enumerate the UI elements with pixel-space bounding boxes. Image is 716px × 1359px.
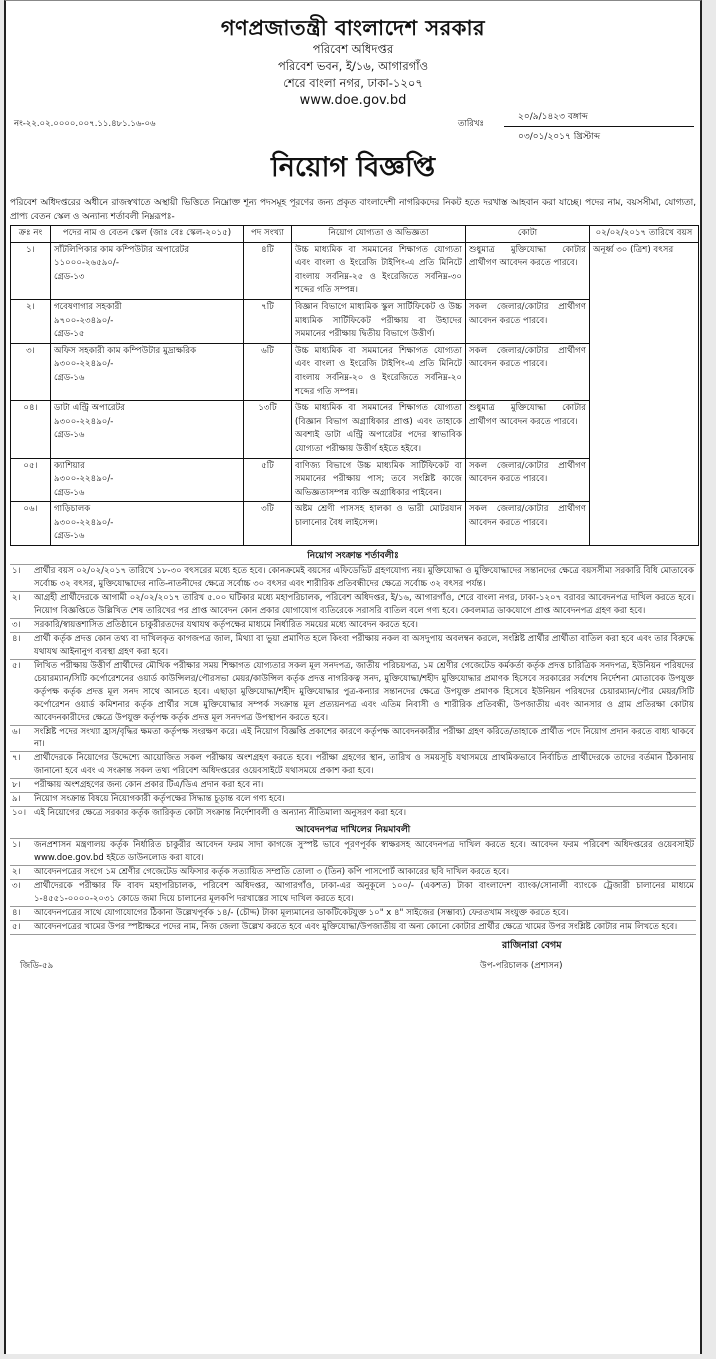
signatory-name: রাজিনারা বেগম <box>502 939 562 951</box>
table-row <box>11 242 699 299</box>
website: www.doe.gov.bd <box>299 93 407 108</box>
pay-scale: ৯৩০০-২২৪৯০/- <box>54 517 114 528</box>
date-bangla: ২০/৯/১৪২৩ বঙ্গাব্দ <box>504 109 694 127</box>
circular-page <box>4 0 702 1354</box>
table-header-row <box>11 226 699 243</box>
pay-grade: গ্রেড-১৩ <box>54 271 85 282</box>
row-serial: ২। <box>11 299 51 343</box>
row-count: ১৩টি <box>244 401 292 458</box>
item-text: আগ্রহী প্রার্থীদেরকে আগামী ০২/০২/২০১৭ তারিখ ৫.০০ ঘটিকার মধ্যে মহাপরিচালক, পরিবেশ অধিদপ্তর, ই/১৬, আগারগাঁও, শেরে বাংলা নগর, ঢাকা-১২০৭ বরাবর আবেদনপত্র দাখিল করতে হবে। নিয়োগ বিজ্ঞপ্তিতে উল্লিখিত শেষ তারিখের পর প্রাপ্ত আবেদন কোন প্রকার যোগাযোগ ব্যতিরেকে সরাসরি বাতিল বলে গণ্য হবে। কেবলমাত্র ডাকযোগে প্রাপ্ত আবেদনপত্র গ্রহণ করা হবে। <box>34 592 694 616</box>
pay-scale: ৯৩০০-২২৪৯০/- <box>54 359 114 370</box>
pay-scale: ১১০০০-২৬৫৯০/- <box>54 258 119 269</box>
signatory-designation: উপ-পরিচালক (প্রশাসন) <box>480 960 563 971</box>
item-number: ৩। <box>12 619 21 630</box>
reference-row <box>10 109 696 145</box>
post-name: গাড়িচালক <box>54 504 91 515</box>
row-post <box>51 401 244 458</box>
item-text: প্রার্থী কর্তৃক প্রদত্ত কোন তথ্য বা দাখিলকৃত কাগজপত্র জাল, মিথ্যা বা ভুয়া প্রমাণিত হলে কিংবা পরীক্ষায় নকল বা অসদুপায় অবলম্বন করলে, সংশ্লিষ্ট প্রার্থীর প্রার্থীতা বাতিল করা হবে এবং তার বিরুদ্ধে যথাযথ আইনানুগ ব্যবস্থা গ্রহণ করা হবে। <box>34 633 694 657</box>
row-serial: ০৪। <box>11 401 51 458</box>
condition-item <box>10 564 696 591</box>
item-text: আবেদনপত্রের সংগে ১ম শ্রেণীর গেজেটেড অফিসার কর্তৃক সত্যায়িত সম্প্রতি তোলা ৩ (তিন) কপি পাসপোর্ট আকারের ছবি দাখিল করতে হবে। <box>34 867 510 878</box>
item-text: আবেদনপত্রের সাথে যোগাযোগের ঠিকানা উল্লেখপূর্বক ১৪/- (চৌদ্দ) টাকা মূল্যমানের ডাকটিকেটযুক্ত ১০" x ৪" সাইজের (সম্ভাব্য) ফেরতখাম সংযুক্ত করতে হবে। <box>34 907 569 918</box>
department-name: পরিবেশ অধিদপ্তর <box>312 42 394 56</box>
row-quota: সকল জেলার/কোটার প্রার্থীগণ আবেদন করতে পারবে। <box>466 502 590 546</box>
age-limit: অনূর্ধ্ব ৩০ (ত্রিশ) বৎসর <box>590 242 699 545</box>
item-number: ৫। <box>12 921 21 932</box>
row-serial: ০৫। <box>11 458 51 502</box>
date-label: তারিখঃ <box>458 119 485 129</box>
condition-item <box>10 659 696 725</box>
condition-item <box>10 632 696 659</box>
row-quota: সকল জেলার/কোটার প্রার্থীগণ আবেদন করতে পারবে। <box>466 299 590 343</box>
condition-item <box>10 806 696 820</box>
row-post <box>51 502 244 546</box>
item-number: ২। <box>12 592 21 603</box>
condition-item <box>10 751 696 778</box>
row-count: ৭টি <box>244 299 292 343</box>
item-number: ২। <box>12 867 21 878</box>
gd-code: জিডি-৫৯ <box>20 960 54 971</box>
item-text: প্রার্থীর বয়স ০২/০২/২০১৭ তারিখে ১৮-৩০ বৎসরের মধ্যে হতে হবে। কোনক্রমেই বয়সের এফিডেভিট গ্রহণযোগ্য নয়। মুক্তিযোদ্ধা ও মুক্তিযোদ্ধাদের সন্তানদের ক্ষেত্রে বয়সসীমা সরকারি বিধি মোতাবেক সর্বোচ্চ ৩২ বৎসর, মুক্তিযোদ্ধাদের নাতি-নাতনীদের ক্ষেত্রে সর্বোচ্চ ৩০ বৎসর এবং শারীরিক প্রতিবন্ধীদের ক্ষেত্রে সর্বোচ্চ ৩২ বৎসর পর্যন্ত। <box>34 566 694 590</box>
condition-item <box>10 618 696 632</box>
post-name: ক্যাশিয়ার <box>54 460 85 471</box>
row-qualification: উচ্চ মাধ্যমিক বা সমমানের শিক্ষাগত যোগ্যতা (বিজ্ঞান বিভাগ অগ্রাধিকার প্রাপ্ত) এবং তাহাকে অবশ্যই ডাটা এন্ট্রি অপারেটর পদের স্বাভাবিক যোগ্যতা পরীক্ষায় উত্তীর্ণ হইতে হইবে। <box>292 401 466 458</box>
pay-grade: গ্রেড-১৫ <box>54 329 85 340</box>
item-text: এই নিয়োগের ক্ষেত্রে সরকার কর্তৃক জারিকৃত কোটা সংক্রান্ত নির্দেশাবলী ও অন্যান্য নীতিমালা অনুসরণ করা হবে। <box>34 808 407 819</box>
government-name: গণপ্রজাতন্ত্রী বাংলাদেশ সরকার <box>220 15 486 40</box>
signature-block <box>10 934 696 979</box>
post-name: সাঁটলিপিকার কাম কম্পিউটার অপারেটর <box>54 244 190 255</box>
row-quota: সকল জেলার/কোটার প্রার্থীগণ আবেদন করতে পারবে। <box>466 458 590 502</box>
row-serial: ৩। <box>11 343 51 400</box>
pay-scale: ৯৩০০-২২৪৯০/- <box>54 416 114 427</box>
item-number: ৫। <box>12 660 21 671</box>
row-count: ৬টি <box>244 343 292 400</box>
pay-grade: গ্রেড-১৬ <box>54 372 85 383</box>
row-qualification: অষ্টম শ্রেণী পাসসহ হালকা ও ভারী মোটরযান চালানোর বৈধ লাইসেন্স। <box>292 502 466 546</box>
posts-table <box>10 225 699 546</box>
address-line-2: শেরে বাংলা নগর, ঢাকা-১২০৭ <box>283 76 423 90</box>
item-number: ৬। <box>12 726 21 737</box>
row-serial: ০৬। <box>11 502 51 546</box>
row-qualification: বাণিজ্য বিভাগে উচ্চ মাধ্যমিক সার্টিফিকেট বা সমমানের পরীক্ষায় পাস; তবে সংশ্লিষ্ট কাজে অভিজ্ঞতাসম্পন্ন ব্যক্তি অগ্রাধিকার পাইবেন। <box>292 458 466 502</box>
rule-item <box>10 906 696 920</box>
header-qualification: নিয়োগ যোগ্যতা ও অভিজ্ঞতা <box>292 226 466 243</box>
row-post <box>51 242 244 299</box>
rules-list <box>10 838 696 934</box>
row-qualification: উচ্চ মাধ্যমিক বা সমমানের শিক্ষাগত যোগ্যতা এবং বাংলা ও ইংরেজি টাইপিং-এ প্রতি মিনিটে বাংলায় সর্বনিম্ন-২৫ ও ইংরেজিতে সর্বনিম্ন-৩০ শব্দের গতি সম্পন্ন। <box>292 242 466 299</box>
item-text: নিয়োগ সংক্রান্ত বিষয়ে নিয়োগকারী কর্তৃপক্ষের সিদ্ধান্ত চূড়ান্ত বলে গণ্য হবে। <box>34 794 285 805</box>
item-number: ৭। <box>12 753 21 764</box>
row-qualification: উচ্চ মাধ্যমিক বা সমমানের শিক্ষাগত যোগ্যতা এবং বাংলা ও ইংরেজি টাইপিং-এ প্রতি মিনিটে বাংলায় সর্বনিম্ন-২০ ও ইংরেজিতে সর্বনিম্ন-২০ শব্দের গতি সম্পন্ন। <box>292 343 466 400</box>
row-post <box>51 458 244 502</box>
post-name: গবেষণাগার সহকারী <box>54 301 122 312</box>
row-quota: শুধুমাত্র মুক্তিযোদ্ধা কোটার প্রার্থীগণ আবেদন করতে পারবে। <box>466 401 590 458</box>
item-text: আবেদনপত্রের খামের উপর স্পষ্টাক্ষরে পদের নাম, নিজ জেলা উল্লেখ করতে হবে এবং মুক্তিযোদ্ধা/উপজাতীয় বা অন্য কোনো কোটার প্রার্থীর ক্ষেত্রে খামের উপর সংশ্লিষ্ট কোটার নাম লিখতে হবে। <box>34 921 678 932</box>
row-quota: সকল জেলার/কোটার প্রার্থীগণ আবেদন করতে পারবে। <box>466 343 590 400</box>
pay-grade: গ্রেড-১৬ <box>54 487 85 498</box>
header-post: পদের নাম ও বেতন স্কেল (জাঃ বেঃ স্কেল-২০১৫) <box>51 226 244 243</box>
pay-grade: গ্রেড-১৬ <box>54 531 85 542</box>
header-quota: কোটা <box>466 226 590 243</box>
item-number: ৮। <box>12 780 21 791</box>
header-count: পদ সংখ্যা <box>244 226 292 243</box>
address-line-1: পরিবেশ ভবন, ই/১৬, আগারগাঁও <box>277 59 429 73</box>
pay-grade: গ্রেড-১৬ <box>54 430 85 441</box>
post-name: অফিস সহকারী কাম কম্পিউটার মুদ্রাক্ষরিক <box>54 345 197 356</box>
item-number: ৯। <box>12 794 21 805</box>
rules-title: আবেদনপত্র দাখিলের নিয়মাবলী <box>295 825 411 836</box>
condition-item <box>10 778 696 792</box>
conditions-list <box>10 564 696 820</box>
item-text: সংশ্লিষ্ট পদের সংখ্যা হ্রাস/বৃদ্ধির ক্ষমতা কর্তৃপক্ষ সংরক্ষণ করে। এই নিয়োগ বিজ্ঞপ্তি প্রকাশের কারণে কর্তৃপক্ষ আবেদনকারীর পরীক্ষা গ্রহণ করিতে/তাহাকে প্রার্থীত পদে নিয়োগ প্রদান করতে বাধ্য থাকবে না। <box>34 726 694 750</box>
row-post <box>51 343 244 400</box>
row-post <box>51 299 244 343</box>
header-serial: ক্রঃ নং <box>11 226 51 243</box>
intro-paragraph: পরিবেশ অধিদপ্তরের অধীনে রাজস্বখাতে অস্থায়ী ভিত্তিতে নিম্নোক্ত শূন্য পদসমূহ পূরণের জন্য প্রকৃত বাংলাদেশী নাগরিকদের নিকট হতে দরখাস্ত আহবান করা যাচ্ছে। পদের নাম, বয়সসীমা, যোগ্যতা, প্রাপ্য বেতন স্কেল ও অন্যান্য শর্তাবলী নিম্নরূপঃ- <box>10 198 696 222</box>
item-number: ১। <box>12 840 21 851</box>
header-age: ০২/০২/২০১৭ তারিখে বয়স <box>590 226 699 243</box>
item-text: প্রার্থীদেরকে নিয়োগের উদ্দেশ্যে আয়োজিত সকল পরীক্ষায় অংশগ্রহণ করতে হবে। পরীক্ষা গ্রহণের স্থান, তারিখ ও সময়সূচি যথাসময়ে প্রাথমিকভাবে নির্বাচিত প্রার্থীদেরকে তাদের বর্তমান ঠিকানায় জানানো হবে এবং এ সংক্রান্ত সকল তথ্য পরিবেশ অধিদপ্তরের ওয়েবসাইটে যথাসময়ে প্রকাশ করা হবে। <box>34 753 694 777</box>
letterhead <box>10 1 696 109</box>
item-text: সরকারি/স্বায়ত্তশাসিত প্রতিষ্ঠানে চাকুরীরতদের যথাযথ কর্তৃপক্ষের মাধ্যমে নির্ধারিত সময়ের মধ্যে আবেদন করতে হবে। <box>34 619 418 630</box>
item-text: জনপ্রশাসন মন্ত্রণালয় কর্তৃক নির্ধারিত চাকুরীর আবেদন ফরম সাদা কাগজে সুস্পষ্ট ভাবে পূরণপূর্বক স্বাক্ষরসহ আবেদনপত্র দাখিল করতে হবে। আবেদন ফরম পরিবেশ অধিদপ্তরের ওয়েবসাইট www.doe.gov.bd হইতে ডাউনলোড করা যাবে। <box>34 840 694 864</box>
item-text: প্রার্থীদেরকে পরীক্ষার ফি বাবদ মহাপরিচালক, পরিবেশ অধিদপ্তর, আগারগাঁও, ঢাকা-এর অনুকূলে ১০০/- (একশত) টাকা বাংলাদেশ ব্যাংক/সোনালী ব্যাংকে ট্রেজারী চালানের মাধ্যমে ১-৪৫৫১-০০০০-২০৩১ কোডে জমা দিয়ে চালানের মূলকপি দরখাস্তের সাথে দাখিল করতে হবে। <box>34 881 694 904</box>
item-number: ৩। <box>12 881 21 892</box>
notice-title: নিয়োগ বিজ্ঞপ্তি <box>270 152 436 183</box>
memo-number: নং-২২.০২.০০০০.০০৭.১১.৪৮১.১৬-০৬ <box>14 119 156 129</box>
rule-item <box>10 879 696 906</box>
date-english: ০৩/০১/২০১৭ খ্রিস্টাব্দ <box>518 132 601 142</box>
row-serial: ১। <box>11 242 51 299</box>
condition-item <box>10 792 696 806</box>
row-count: ৪টি <box>244 242 292 299</box>
pay-scale: ৯৭০০-২৩৪৯০/- <box>54 315 114 326</box>
pay-scale: ৯৩০০-২২৪৯০/- <box>54 474 114 485</box>
condition-item <box>10 725 696 752</box>
item-number: ১০। <box>12 808 27 819</box>
rule-item <box>10 920 696 934</box>
item-text: লিখিত পরীক্ষায় উত্তীর্ণ প্রার্থীদের মৌখিক পরীক্ষার সময় শিক্ষাগত যোগ্যতার সকল মূল সনদপত্র, জাতীয় পরিচয়পত্র, ১ম শ্রেণীর গেজেটেড কর্মকর্তা কর্তৃক প্রদত্ত চারিত্রিক সনদপত্র, ইউনিয়ন পরিষদের চেয়ারম্যান/সিটি কর্পোরেশনের ওয়ার্ড কাউন্সিলর/পৌরসভা মেয়র/কাউন্সিল কর্তৃক প্রদত্ত নাগরিকত্ব সনদ, মুক্তিযোদ্ধা/শহীদ মুক্তিযোদ্ধার প্রমাণক হিসেবে সরকারের সর্বশেষ নির্দেশনা মোতাবেক উপযুক্ত কর্তৃপক্ষ কর্তৃক প্রদত্ত মূল সনদ সাথে আনতে হবে। এছাড়া মুক্তিযোদ্ধা/শহীদ মুক্তিযোদ্ধার পুত্র-কন্যার সন্তানদের ক্ষেত্রে উপযুক্ত প্রমাণক হিসেবে ইউনিয়ন পরিষদের চেয়ারম্যান/পৌর মেয়র/সিটি কর্পোরেশন ওয়ার্ড কমিশনার কর্তৃক প্রার্থীর সঙ্গে মুক্তিযোদ্ধার সম্পর্ক সংক্রান্ত মূল প্রত্যয়নপত্র এবং এতিম নিবাসী ও শারীরিক প্রতিবন্ধী, উপজাতীয় এবং আনসার ও গ্রাম প্রতিরক্ষা কোটায় আবেদনকারীদের ক্ষেত্রে উপযুক্ত কর্তৃপক্ষ কর্তৃক প্রদত্ত মূল সনদপত্র উপস্থাপন করতে হবে। <box>34 660 694 723</box>
row-count: ৫টি <box>244 458 292 502</box>
row-qualification: বিজ্ঞান বিভাগে মাধ্যমিক স্কুল সার্টিফিকেট ও উচ্চ মাধ্যমিক সার্টিফিকেট পরীক্ষায় বা উহাদের সমমানের পরীক্ষায় দ্বিতীয় বিভাগে উত্তীর্ণ। <box>292 299 466 343</box>
item-text: পরীক্ষায় অংশগ্রহণের জন্য কোন প্রকার টিএ/ডিএ প্রদান করা হবে না। <box>34 780 264 791</box>
rule-item <box>10 838 696 865</box>
item-number: ৪। <box>12 907 21 918</box>
condition-item <box>10 591 696 618</box>
row-quota: শুধুমাত্র মুক্তিযোদ্ধা কোটার প্রার্থীগণ আবেদন করতে পারবে। <box>466 242 590 299</box>
rule-item <box>10 865 696 879</box>
conditions-title: নিয়োগ সংক্রান্ত শর্তাবলীঃ <box>307 551 399 562</box>
item-number: ৪। <box>12 633 21 644</box>
post-name: ডাটা এন্ট্রি অপারেটর <box>54 403 126 414</box>
row-count: ৩টি <box>244 502 292 546</box>
item-number: ১। <box>12 566 21 577</box>
